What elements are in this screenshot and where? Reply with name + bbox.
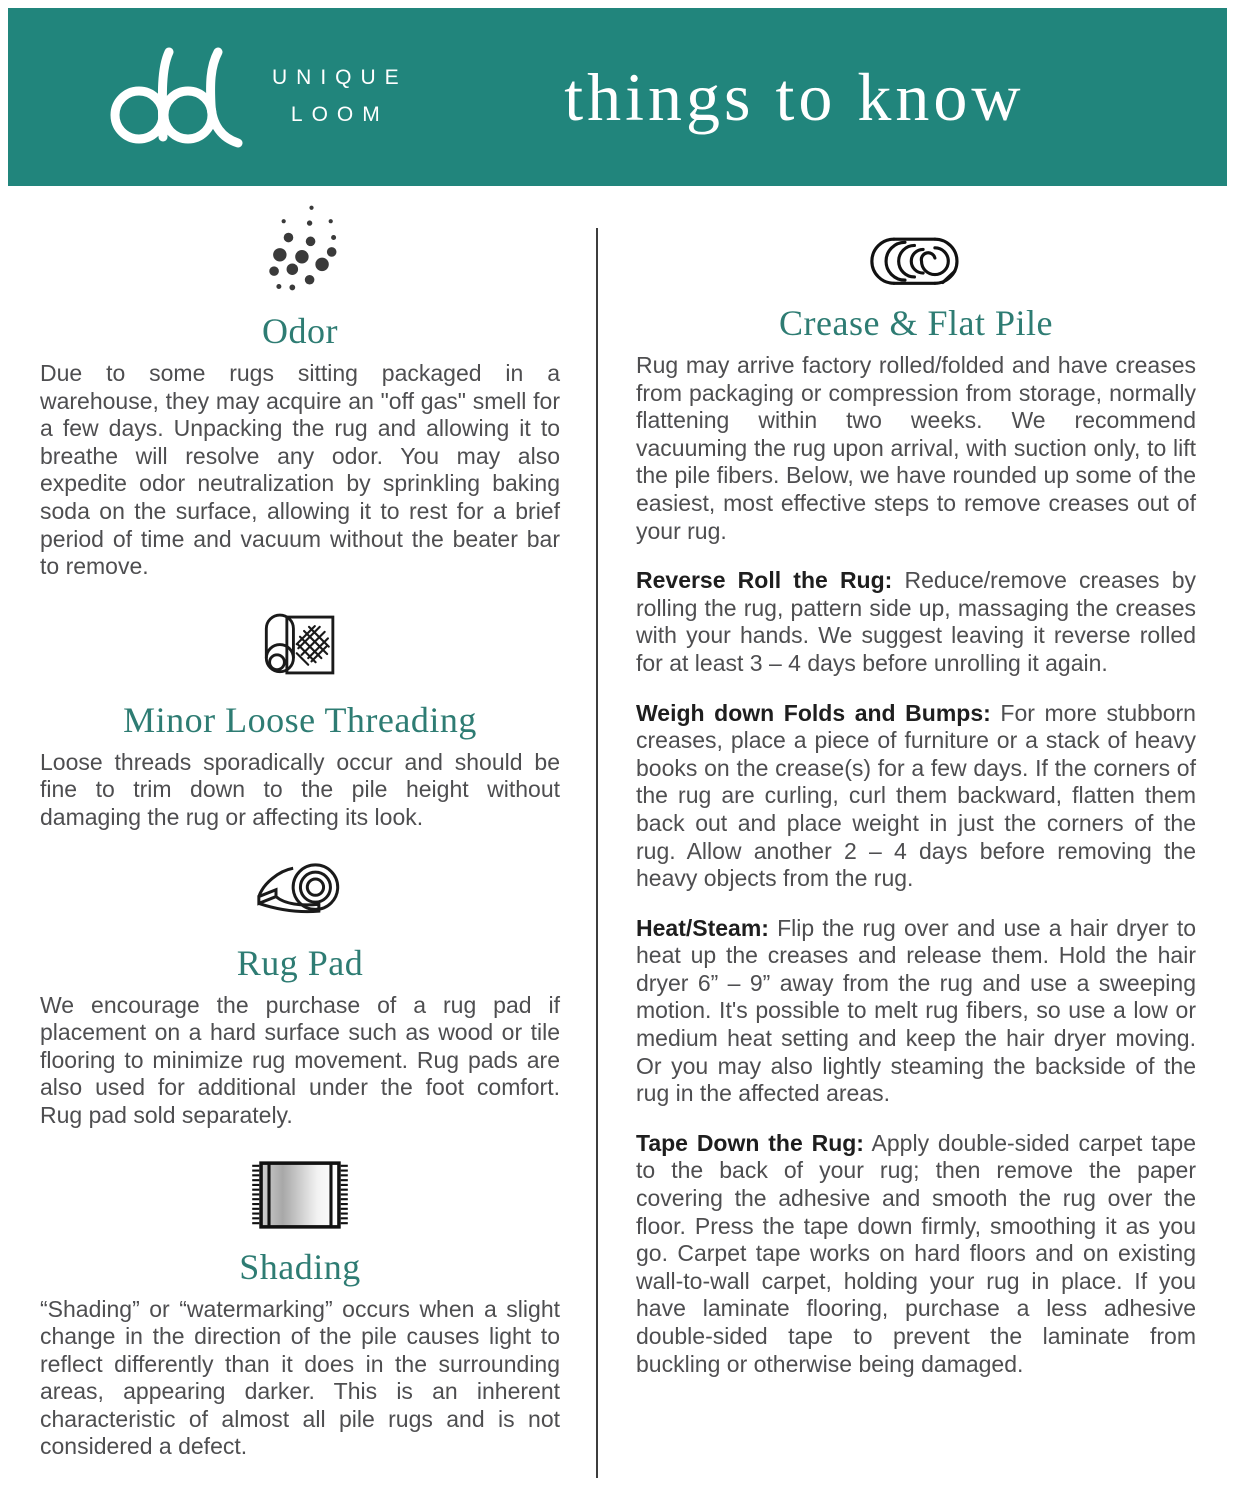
right-column <box>636 186 1196 1378</box>
shading-rug-icon <box>246 1156 354 1234</box>
tip-weigh-down-label: Weigh down Folds and Bumps: <box>636 699 991 726</box>
content-area <box>0 186 1235 1500</box>
section-loose-threading-icon-wrap <box>40 601 560 687</box>
section-shading <box>40 1156 560 1462</box>
left-column <box>40 186 560 1461</box>
unique-loom-logo-icon <box>100 45 252 149</box>
tip-reverse-roll <box>636 567 1196 677</box>
section-rug-pad-title: Rug Pad <box>236 942 364 983</box>
section-rug-pad <box>40 856 560 1130</box>
unique-loom-logo <box>100 45 408 149</box>
section-loose-threading-title: Minor Loose Threading <box>123 699 477 740</box>
tip-tape-down <box>636 1130 1196 1378</box>
section-crease-title: Crease & Flat Pile <box>779 303 1053 343</box>
loose-threading-icon <box>254 603 346 687</box>
section-odor <box>40 200 560 581</box>
tip-tape-down-label: Tape Down the Rug: <box>636 1129 864 1156</box>
rug-pad-icon <box>252 858 348 930</box>
section-rug-pad-icon-wrap <box>40 856 560 930</box>
tip-weigh-down <box>636 700 1196 893</box>
logo-wordmark-line2: LOOM <box>290 103 389 126</box>
section-shading-icon-wrap <box>40 1156 560 1234</box>
section-crease-icon-wrap <box>636 234 1196 290</box>
section-odor-body: Due to some rugs sitting packaged in a warehouse, they may acquire an "off gas" smell for a few days. Unpacking the rug and allowing it to breathe will resolve any odor. You may also expedite odor neutralization by sprinkling baking soda on the surface, allowing it to rest for a brief period of time and vacuum without the beater bar to remove. <box>40 360 560 580</box>
tip-heat-steam-text: Flip the rug over and use a hair dryer to heat up the creases and release them. Hold the hair dryer 6” – 9” away from the rug and use a sweeping motion. It's possible to melt rug fibers, so use a low or medium heat setting and keep the hair dryer moving. Or you may also lightly steaming the backside of the rug in the affected areas. <box>636 914 1196 1107</box>
logo-wordmark <box>272 60 408 134</box>
section-shading-title: Shading <box>239 1246 361 1287</box>
tip-heat-steam <box>636 915 1196 1108</box>
section-odor-title: Odor <box>262 311 338 351</box>
section-crease-intro: Rug may arrive factory rolled/folded and have creases from packaging or compression from storage, normally flattening within two weeks. We recommend vacuuming the rug upon arrival, with suction only, to lift the pile fibers. Below, we have rounded up some of the easiest, most effective steps to remove creases out of your rug. <box>636 352 1196 544</box>
odor-dots-icon <box>252 202 348 298</box>
header-band <box>8 8 1227 186</box>
page-title: things to know <box>564 58 1025 135</box>
section-rug-pad-body: We encourage the purchase of a rug pad if placement on a hard surface such as wood or tile flooring to minimize rug movement. Rug pads are also used for additional under the foot comfort. Rug pad sold separately. <box>40 991 560 1128</box>
rolled-rug-icon <box>864 234 968 290</box>
section-crease-flat-pile <box>636 234 1196 1378</box>
tip-tape-down-text: Apply double-sided carpet tape to the back of your rug; then remove the paper covering the adhesive and smooth the rug over the floor. Press the tape down firmly, smoothing it as you go. Carpet tape works on hard floors and on existing wall-to-wall carpet, holding your rug in place. If you have laminate flooring, purchase a less adhesive double-sided tape to prevent the laminate from buckling or otherwise being damaged. <box>636 1129 1196 1377</box>
section-shading-body: “Shading” or “watermarking” occurs when a slight change in the direction of the pile causes light to reflect differently than it does in the surrounding areas, appearing darker. This is an inherent characteristic of almost all pile rugs and is not considered a defect. <box>40 1295 560 1460</box>
column-divider <box>596 228 598 1478</box>
section-odor-icon-wrap <box>40 200 560 298</box>
logo-wordmark-line1: UNIQUE <box>272 66 408 90</box>
tip-reverse-roll-label: Reverse Roll the Rug: <box>636 567 893 594</box>
tip-reverse-roll-text: Reduce/remove creases by rolling the rug, pattern side up, massaging the creases with your hands. We suggest leaving it reverse rolled for at least 3 – 4 days before unrolling it again. <box>636 567 1197 676</box>
section-loose-threading <box>40 601 560 832</box>
tip-heat-steam-label: Heat/Steam: <box>636 914 769 941</box>
section-loose-threading-body: Loose threads sporadically occur and should be fine to trim down to the pile height without damaging the rug or affecting its look. <box>40 748 560 830</box>
tip-weigh-down-text: For more stubborn creases, place a piece of furniture or a stack of heavy books on the crease(s) for a few days. If the corners of the rug are curling, curl them backward, flatten them back out and place weight in just the corners of the rug. Allow another 2 – 4 days before removing the heavy objects from the rug. <box>636 699 1196 892</box>
